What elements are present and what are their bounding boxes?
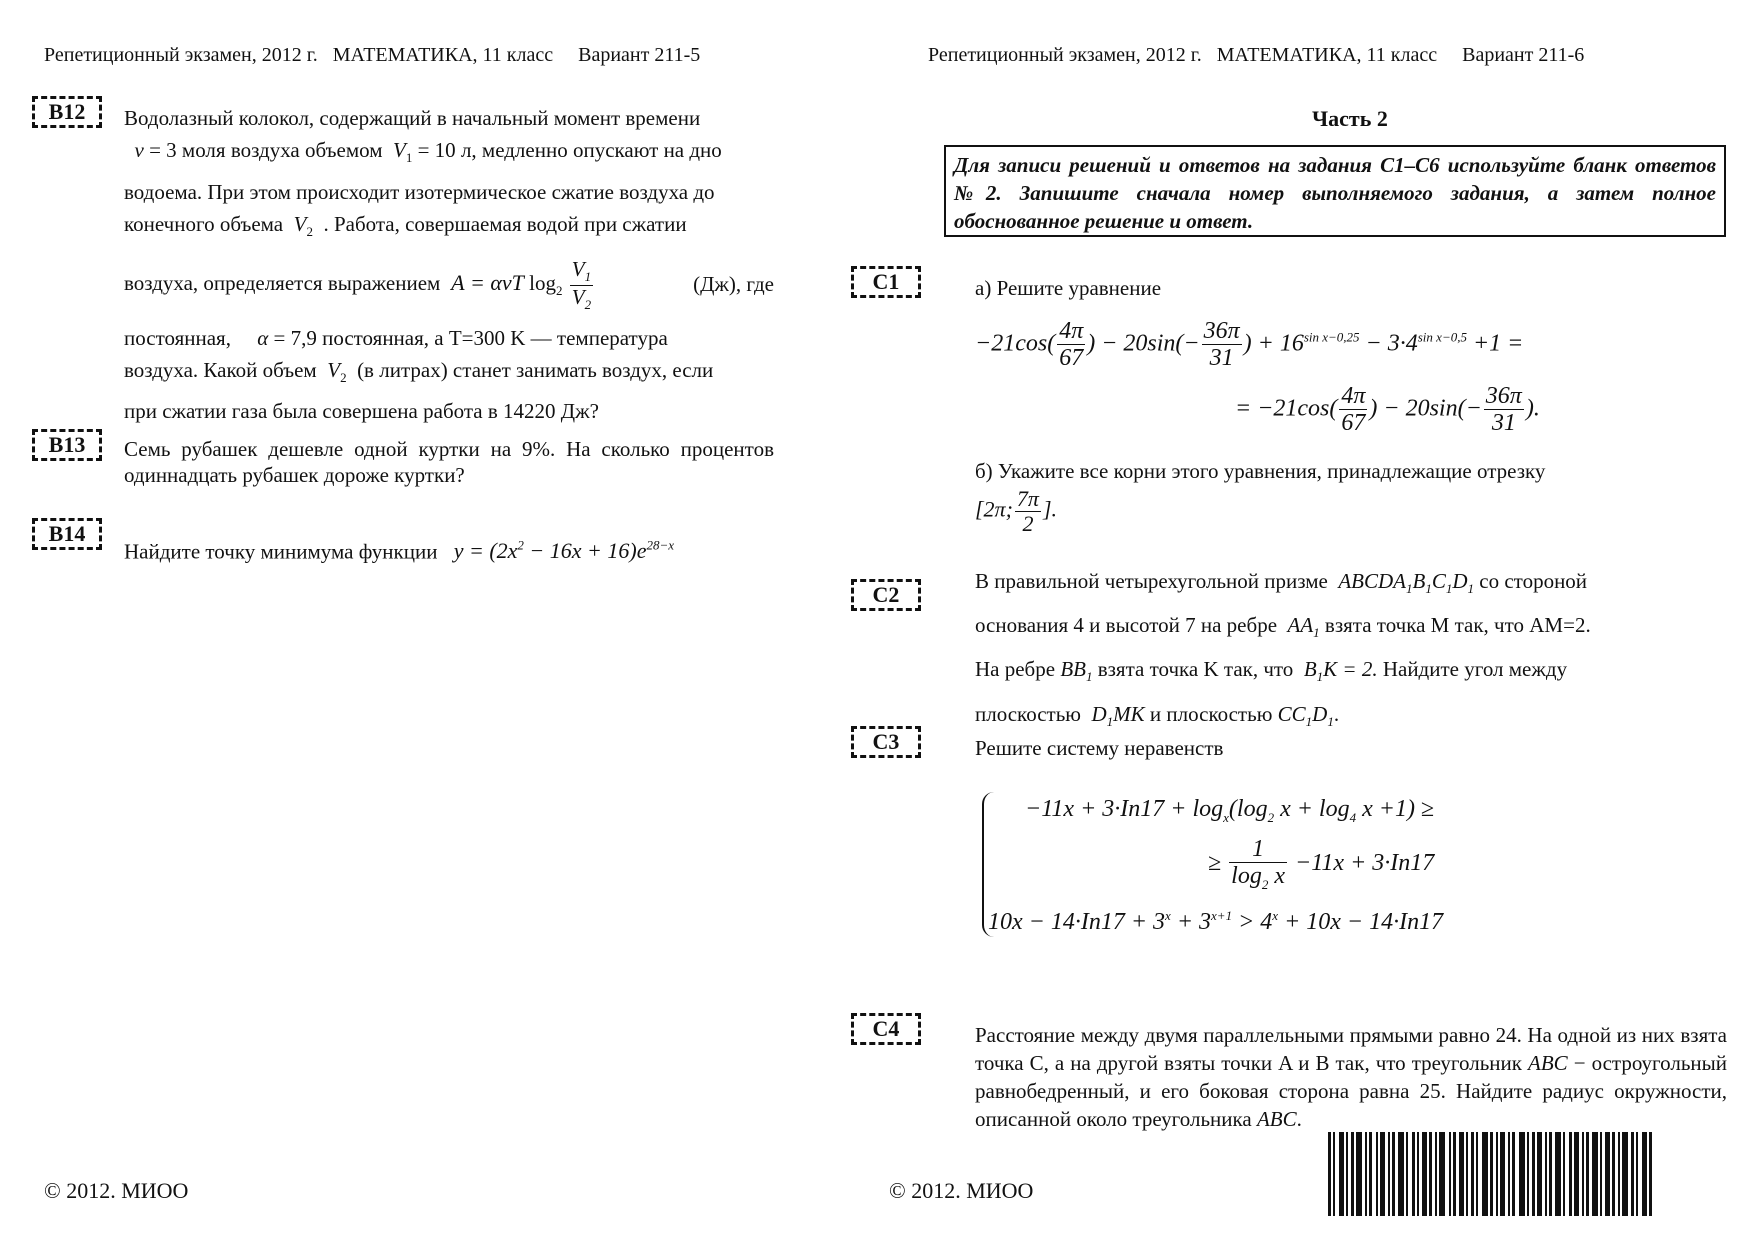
right-header-variant: Вариант 211-6 [1462, 44, 1585, 66]
task-label-c2: C2 [851, 579, 921, 611]
b12-line-1: Водолазный колокол, содержащий в начальный момент времени [124, 106, 701, 130]
b12-expression-text: воздуха, определяется выражением [124, 271, 441, 296]
b12-moles-text: моля воздуха объемом [181, 138, 383, 162]
left-header-exam: Репетиционный экзамен, 2012 г. [44, 44, 318, 66]
task-c2-text [975, 563, 1663, 740]
task-b13-text: Семь рубашек дешевле одной куртки на 9%. На сколько процентов одиннадцать рубашек дороже куртки? [124, 437, 774, 487]
right-footer: © 2012. МИОО [889, 1178, 1034, 1203]
task-c3-text: Решите систему неравенств [975, 736, 1224, 760]
left-header-variant: Вариант 211-5 [578, 44, 701, 66]
task-c4-text: Расстояние между двумя параллельными прямыми равно 24. На одной из них взята точка C, а на другой взяты точки A и B так, что треугольник ABC − остроугольный равнобедренный, и его боковая сторона равна 25. Найдите радиус окружности, описанной около треугольника ABC. [975, 1023, 1728, 1131]
b12-liters-text: (в литрах) станет занимать воздух, если [357, 358, 714, 383]
barcode [1328, 1132, 1726, 1216]
b12-line-5: воздуха, определяется выражением A = αvT $\log_2$ $\frac{V_1}{V_2}$ (Дж), где [124, 257, 774, 313]
b12-volume-fraction: $\frac{V_1}{V_2}$ [571, 257, 592, 313]
c2-angle-text: Найдите угол между [1382, 657, 1568, 682]
c4-text-part-2: остроугольный равнобедренный, и его боковая сторона равна 25. Найдите радиус окружности, описанной около треугольника [975, 1051, 1728, 1131]
right-header [928, 44, 1584, 67]
c1-part-b-text: б) Укажите все корни этого уравнения, принадлежащие отрезку [975, 459, 1546, 483]
c2-base-text: основания 4 и высотой 7 на ребре [975, 613, 1278, 638]
b12-volume-text: л, медленно опускают на дно [460, 138, 722, 162]
part-title: Часть 2 [1312, 106, 1388, 131]
b12-final-volume-text: конечного объема [124, 212, 284, 237]
b12-line-3: водоема. При этом происходит изотермическое сжатие воздуха до [124, 180, 715, 205]
b12-line-8: при сжатии газа была совершена работа в 14220 Дж? [124, 398, 599, 423]
c4-text-part-1: Расстояние между двумя параллельными прямыми равно 24. На одной из них взята точка C, а на другой взяты точки A и B так, что треугольник [975, 1023, 1727, 1075]
task-label-c1: C1 [851, 266, 921, 298]
b14-prompt: Найдите точку минимума функции [124, 539, 438, 564]
c2-edge-text: На ребре [975, 657, 1056, 682]
c1-part-b [975, 455, 1663, 536]
task-label-c3: C3 [851, 726, 921, 758]
left-header-subject: МАТЕМАТИКА, 11 класс [332, 44, 554, 66]
task-b12-text [124, 102, 774, 427]
c2-line-4: плоскостью $D_1MK$ и плоскостью $CC_1D_1$. [975, 701, 1340, 729]
c2-side-text: со стороной [1479, 569, 1588, 593]
c1-equation-line-2: = −21cos( $\frac{4\pi}{67}$ ) − 20sin(− $\frac{36\pi}{31}$ ). [1235, 383, 1540, 437]
c1-equation-line-1: −21cos( $\frac{4\pi}{67}$ ) − 20sin(− $\frac{36\pi}{31}$ ) + $16^{sin x-0,25} - 3\cdot 4^{sin x-0,5} +1$ = [975, 318, 1524, 372]
b12-line-6: постоянная, α = 7,9 постоянная, а T=300 K — температура [124, 326, 668, 351]
c2-point-k-text: взята точка K так, что [1097, 657, 1294, 682]
b12-question-text: воздуха. Какой объем [124, 358, 317, 383]
b12-line-7: воздуха. Какой объем $V_2$ (в литрах) станет занимать воздух, если [124, 358, 714, 386]
left-header [44, 44, 700, 67]
b12-line-2: ν = 3 моля воздуха объемом $V_1 = 10$ л, медленно опускают на дно [134, 138, 722, 166]
task-label-b12: B12 [32, 96, 102, 128]
c2-plane2-text: и плоскостью [1149, 701, 1273, 726]
right-header-exam: Репетиционный экзамен, 2012 г. [928, 44, 1202, 66]
b12-constant-text: постоянная, [124, 326, 231, 351]
c2-plane-text: плоскостью [975, 701, 1081, 726]
task-label-b14: B14 [32, 518, 102, 550]
c3-inequality-2: $10x - 14\cdot In17 + 3^x + 3^{x+1} > 4^x + 10x - 14\cdot In17$ [988, 908, 1444, 935]
c1-part-a: а) Решите уравнение [975, 276, 1162, 300]
c3-inequality-1-line-2: ≥ $\frac{1}{\log_2 x}$ −11x + 3·In17 [1208, 836, 1435, 893]
right-header-subject: МАТЕМАТИКА, 11 класс [1216, 44, 1438, 66]
c2-point-m-text: взята точка M так, что AM=2. [1324, 613, 1591, 638]
c1-interval: [2π; $\frac{7\pi}{2}$ ]. [975, 486, 1058, 537]
task-b14-text [124, 530, 774, 567]
b14-function-formula: $y = (2x^2 - 16x + 16)e^{28-x}$ [442, 538, 674, 564]
b12-line-4: конечного объема $V_2$ . Работа, совершаемая водой при сжатии [124, 212, 687, 240]
c3-inequality-1-line-1: $-11x + 3\cdot In17 + \log_x(\log_2$ $x + \log_4 x +1$) ≥ [1025, 796, 1435, 825]
instruction-box: Для записи решений и ответов на задания С1–С6 используйте бланк ответов №2. Запишите сначала номер выполняемого задания, а затем полное обоснованное решение и ответ. [944, 145, 1726, 237]
task-label-c4: C4 [851, 1013, 921, 1045]
c2-prism-text: В правильной четырехугольной призме [975, 569, 1328, 593]
left-footer: © 2012. МИОО [44, 1178, 189, 1203]
b12-temperature-text: постоянная, а T=300 K — температура [322, 326, 668, 351]
b12-units-text: (Дж), где [693, 272, 774, 297]
c2-line-3: На ребре $BB_1$ взята точка K так, что $B_1K = 2$. Найдите угол между [975, 657, 1568, 685]
task-label-b13: B13 [32, 429, 102, 461]
c2-line-1: В правильной четырехугольной призме $ABCDA_1B_1C_1D_1$ со стороной [975, 569, 1588, 597]
b12-work-text: . Работа, совершаемая водой при сжатии [323, 212, 687, 237]
c2-line-2: основания 4 и высотой 7 на ребре $AA_1$ взята точка M так, что AM=2. [975, 613, 1591, 641]
